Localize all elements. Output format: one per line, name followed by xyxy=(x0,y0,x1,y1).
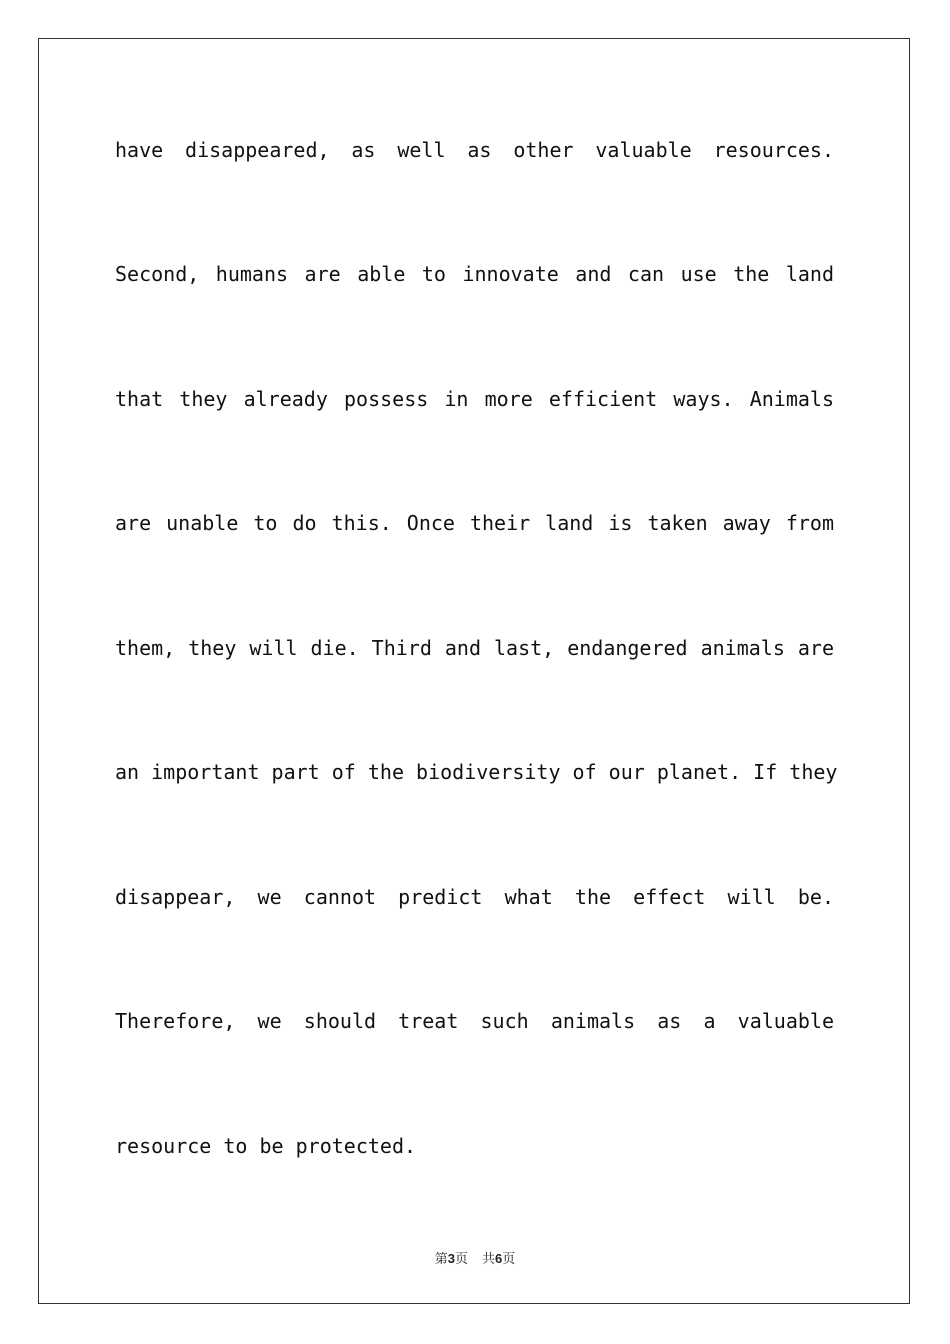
page-suffix: 页 xyxy=(454,1252,468,1267)
total-prefix: 共 xyxy=(482,1252,496,1267)
text-line-5: them, they will die. Third and last, endangered animals are xyxy=(115,636,834,660)
page-footer xyxy=(0,1248,950,1267)
text-line-4: are unable to do this. Once their land is taken away from xyxy=(115,511,834,535)
page-number: 3 xyxy=(447,1251,455,1266)
text-line-7: disappear, we cannot predict what the effect will be. xyxy=(115,885,834,909)
page-prefix: 第 xyxy=(434,1252,448,1267)
text-line-8: Therefore, we should treat such animals as a valuable xyxy=(115,1009,834,1033)
text-line-1: have disappeared, as well as other valuable resources. xyxy=(115,138,834,162)
total-suffix: 页 xyxy=(502,1252,516,1267)
total-pages: 6 xyxy=(495,1251,503,1266)
text-line-3: that they already possess in more efficient ways. Animals xyxy=(115,387,834,411)
text-line-6: an important part of the biodiversity of our planet. If they xyxy=(115,760,838,784)
text-line-2: Second, humans are able to innovate and can use the land xyxy=(115,262,834,286)
page-border xyxy=(38,38,910,1304)
text-line-9: resource to be protected. xyxy=(115,1134,417,1158)
